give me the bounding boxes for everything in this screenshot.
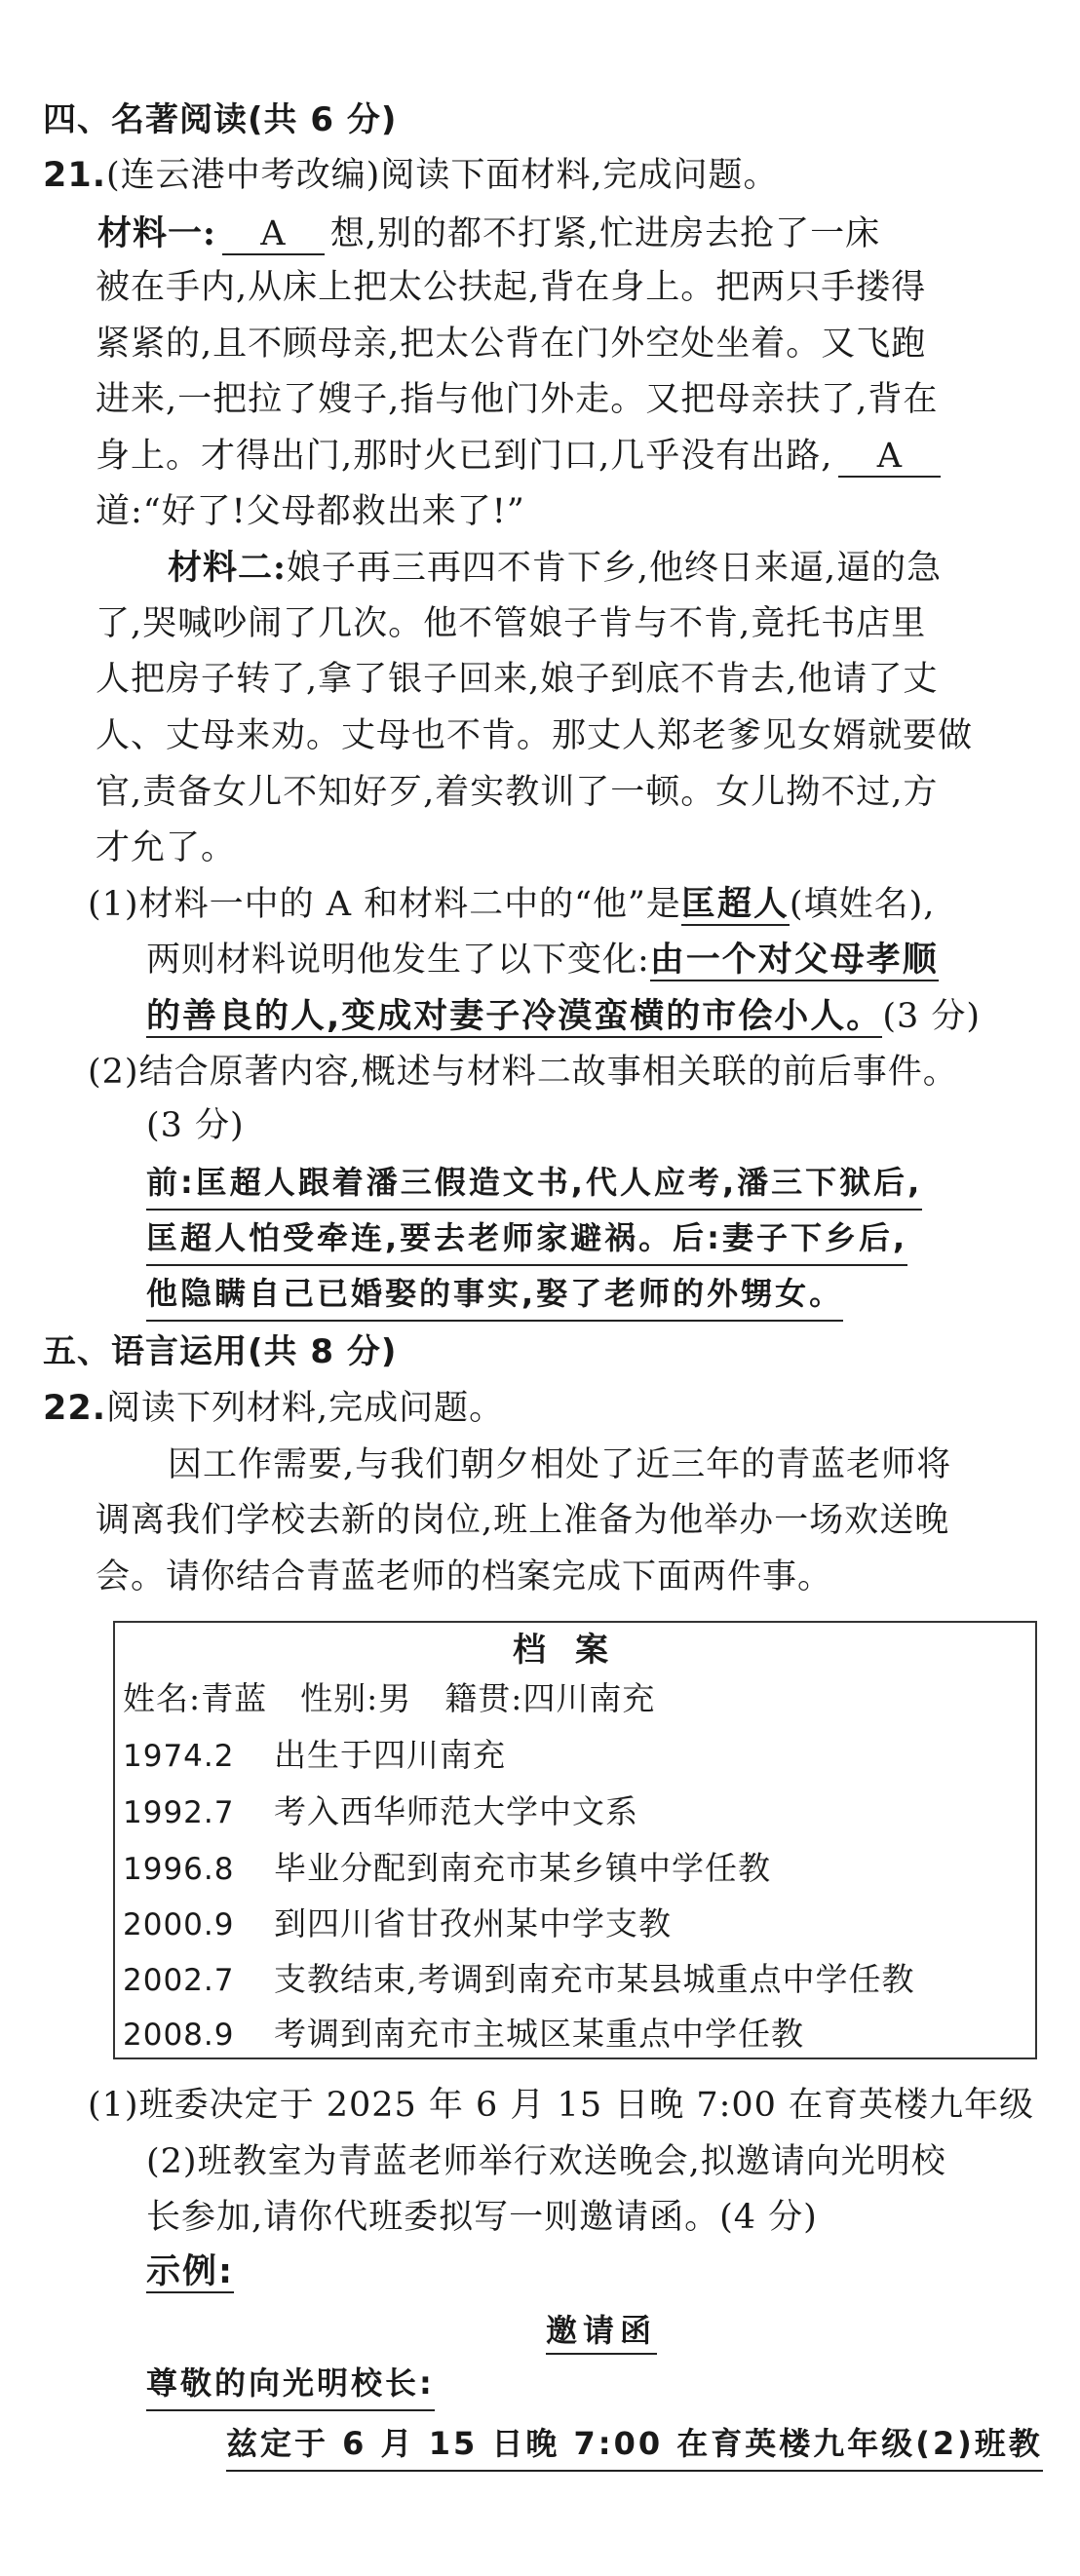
score: (3 分): [882, 997, 982, 1036]
archive-event: 出生于四川南充: [274, 1736, 506, 1774]
archive-date: 2008.9: [123, 2018, 235, 2053]
paragraph-line: 因工作需要,与我们朝夕相处了近三年的青蓝老师将: [168, 1445, 952, 1484]
material-text: 身上。才得出门,那时火已到门口,几乎没有出路,: [96, 437, 833, 476]
sub-question-1-line: [146, 992, 981, 1041]
sub-question-1: [88, 880, 935, 929]
task-line: (2)班教室为青蓝老师举行欢送晚会,拟邀请向光明校: [146, 2142, 946, 2181]
material-1-line: 紧紧的,且不顾母亲,把太公背在门外空处坐着。又飞跑: [96, 325, 927, 364]
invitation-title: 邀请函: [546, 2308, 657, 2355]
answer-line: 匡超人怕受牵连,要去老师家避祸。后:妻子下乡后,: [146, 1213, 907, 1266]
question-number: 22.: [43, 1389, 107, 1428]
example-label-text: 示例:: [146, 2252, 234, 2291]
sub-question-2: (2)结合原著内容,概述与材料二故事相关联的前后事件。: [88, 1053, 958, 1092]
archive-date: 1996.8: [123, 1852, 235, 1887]
archive-event: 毕业分配到南充市某乡镇中学任教: [274, 1849, 771, 1887]
answer-line: 前:匡超人跟着潘三假造文书,代人应考,潘三下狱后,: [146, 1158, 922, 1211]
material-label: 材料二:: [168, 548, 287, 588]
archive-event: 到四川省甘孜州某中学支教: [274, 1904, 672, 1942]
archive-event: 支教结束,考调到南充市某县城重点中学任教: [274, 1960, 915, 1998]
task-line: 长参加,请你代班委拟写一则邀请函。(4 分): [146, 2198, 818, 2237]
archive-table: [113, 1621, 1037, 2059]
invitation-salutation: 尊敬的向光明校长:: [146, 2359, 435, 2411]
archive-date: 1974.2: [123, 1739, 235, 1774]
example-label: [146, 2248, 234, 2296]
material-1-line: [97, 210, 880, 258]
question-22-header: [43, 1384, 504, 1433]
archive-date: 2000.9: [123, 1907, 235, 1942]
sub-question-1-line: [146, 936, 939, 984]
archive-title: 档案: [513, 1631, 637, 1670]
material-2-line: [168, 544, 942, 593]
material-2-line: 官,责备女儿不知好歹,着实教训了一顿。女儿拗不过,方: [96, 773, 939, 812]
answer-line: 他隐瞒自己已婚娶的事实,娶了老师的外甥女。: [146, 1269, 843, 1322]
material-2-line: 人、丈母来劝。丈母也不肯。那丈人郑老爹见女婿就要做: [96, 716, 974, 755]
material-1-line: 进来,一把拉了嫂子,指与他门外走。又把母亲扶了,背在: [96, 380, 939, 419]
material-2-line: 人把房子转了,拿了银子回来,娘子到底不肯去,他请了丈: [96, 660, 939, 699]
archive-row: [123, 1788, 638, 1835]
material-text: 想,别的都不打紧,忙进房去抢了一床: [329, 214, 881, 253]
archive-row: [123, 1845, 771, 1892]
answer-name: 匡超人: [680, 885, 790, 924]
paragraph-line: 会。请你结合青蓝老师的档案完成下面两件事。: [96, 1557, 833, 1596]
archive-row: [123, 1732, 506, 1779]
archive-date: 1992.7: [123, 1795, 235, 1830]
archive-event: 考入西华师范大学中文系: [274, 1792, 638, 1830]
material-1-line: 被在手内,从床上把太公扶起,背在身上。把两只手搂得: [96, 268, 927, 307]
question-intro: 阅读下列材料,完成问题。: [106, 1389, 505, 1428]
material-text: 娘子再三再四不肯下乡,他终日来逼,逼的急: [286, 549, 943, 588]
archive-row: [123, 2011, 804, 2057]
material-1-line: [96, 432, 946, 481]
answer-text: 的善良的人,变成对妻子冷漠蛮横的市侩小人。: [146, 997, 883, 1036]
section-title: 四、名著阅读(共 6 分): [43, 100, 398, 139]
archive-row: [123, 1956, 915, 2003]
material-2-line: 才允了。: [96, 828, 237, 867]
score: (3 分): [146, 1106, 245, 1145]
answer-text: 由一个对父母孝顺: [649, 941, 939, 980]
paragraph-line: 调离我们学校去新的岗位,班上准备为他举办一场欢送晚: [96, 1501, 950, 1540]
material-2-line: 了,哭喊吵闹了几次。他不管娘子肯与不肯,竟托书店里: [96, 604, 927, 643]
question-21-header: [43, 151, 778, 200]
archive-row: [123, 1901, 672, 1947]
blank-a: A: [838, 437, 941, 478]
section-title: 五、语言运用(共 8 分): [43, 1332, 398, 1371]
invitation-body: 兹定于 6 月 15 日晚 7:00 在育英楼九年级(2)班教: [226, 2419, 1043, 2472]
archive-date: 2002.7: [123, 1963, 235, 1998]
archive-event: 考调到南充市主城区某重点中学任教: [274, 2015, 804, 2053]
question-text: (填姓名),: [789, 885, 936, 924]
question-text: 两则材料说明他发生了以下变化:: [146, 941, 650, 980]
question-number: 21.: [43, 156, 107, 195]
blank-a: A: [222, 214, 325, 255]
material-label: 材料一:: [97, 213, 216, 253]
material-1-line: 道:“好了!父母都救出来了!”: [96, 492, 525, 531]
archive-info: 姓名:青蓝 性别:男 籍贯:四川南充: [123, 1679, 656, 1717]
question-intro: (连云港中考改编)阅读下面材料,完成问题。: [106, 156, 779, 195]
question-text: (1)材料一中的 A 和材料二中的“他”是: [88, 885, 681, 924]
task-line: (1)班委决定于 2025 年 6 月 15 日晚 7:00 在育英楼九年级: [88, 2086, 1035, 2125]
